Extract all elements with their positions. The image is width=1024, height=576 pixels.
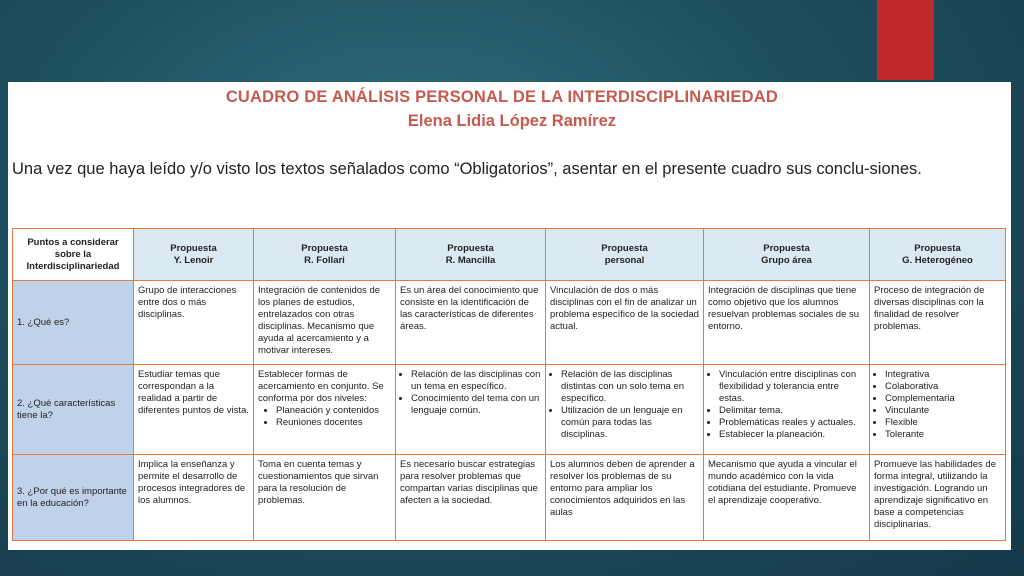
list-item: • Conocimiento del tema con un lenguaje común. (411, 393, 541, 417)
table-cell (546, 365, 704, 455)
table-cell: Toma en cuenta temas y cuestionamientos que sirvan para la resolución de problemas. (254, 455, 396, 541)
table-cell (870, 365, 1006, 455)
table-cell: Promueve las habilidades de forma integral, utilizando la investigación. Logrando un aprendizaje significativo en base a competencias disciplinarias. (870, 455, 1006, 541)
analysis-table (12, 228, 1006, 541)
table-row (13, 281, 1006, 365)
slide-content (8, 82, 1011, 550)
list-item: • Vinculante (885, 405, 1001, 417)
table-row (13, 365, 1006, 455)
bullet-list (874, 369, 1001, 441)
column-header-heterogeneo: Propuesta G. Heterogéneo (870, 229, 1006, 281)
list-item: • Utilización de un lenguaje en común para todas las disciplinas. (561, 405, 699, 441)
table-cell: Grupo de interacciones entre dos o más disciplinas. (134, 281, 254, 365)
column-header-personal: Propuesta personal (546, 229, 704, 281)
list-item: • Vinculación entre disciplinas con flexibilidad y tolerancia entre estas. (719, 369, 865, 405)
list-item: • Planeación y contenidos (276, 405, 391, 417)
document-title: CUADRO DE ANÁLISIS PERSONAL DE LA INTERDISCIPLINARIEDAD (225, 88, 778, 106)
table-header-row (13, 229, 1006, 281)
cell-intro-text: Establecer formas de acercamiento en conjunto. Se conforma por dos niveles: (258, 369, 384, 404)
list-item: • Establecer la planeación. (719, 429, 865, 441)
list-item: • Relación de las disciplinas distintas con un solo tema en específico. (561, 369, 699, 405)
table-cell: Integración de disciplinas que tiene como objetivo que los alumnos resuelvan problemas sociales de su entorno. (704, 281, 870, 365)
table-cell (704, 365, 870, 455)
row-header-caracteristicas: 2. ¿Qué características tiene la? (13, 365, 134, 455)
bullet-list (258, 405, 391, 429)
row-header-que-es: 1. ¿Qué es? (13, 281, 134, 365)
table-cell (396, 365, 546, 455)
column-header-lenoir: Propuesta Y. Lenoir (134, 229, 254, 281)
decorative-red-bar (877, 0, 934, 80)
column-header-grupo-area: Propuesta Grupo área (704, 229, 870, 281)
row-header-importancia: 3. ¿Por qué es importante en la educación? (13, 455, 134, 541)
table-cell: Implica la enseñanza y permite el desarrollo de procesos integradores de los alumnos. (134, 455, 254, 541)
table-cell: Es un área del conocimiento que consiste en la identificación de las características de diferentes áreas. (396, 281, 546, 365)
bullet-list (400, 369, 541, 417)
column-header-follari: Propuesta R. Follari (254, 229, 396, 281)
list-item: • Reuniones docentes (276, 417, 391, 429)
table-cell: Estudiar temas que correspondan a la realidad a partir de diferentes puntos de vista. (134, 365, 254, 455)
corner-header: Puntos a considerar sobre la Interdisciplinariedad (13, 229, 134, 281)
table-cell: Los alumnos deben de aprender a resolver los problemas de su entorno para ampliar los conocimientos adquiridos en las aulas (546, 455, 704, 541)
list-item: • Colaborativa (885, 381, 1001, 393)
instructions-text: Una vez que haya leído y/o visto los textos señalados como “Obligatorios”, asentar en el presente cuadro sus conclu-siones. (12, 160, 922, 178)
list-item: • Flexible (885, 417, 1001, 429)
table-cell: Mecanismo que ayuda a vincular el mundo académico con la vida cotidiana del estudiante. Promueve el aprendizaje cooperativo. (704, 455, 870, 541)
bullet-list (550, 369, 699, 441)
table-cell: Proceso de integración de diversas disciplinas con la finalidad de resolver problemas. (870, 281, 1006, 365)
table-row (13, 455, 1006, 541)
table-cell: Vinculación de dos o más disciplinas con el fin de analizar un problema específico de la sociedad actual. (546, 281, 704, 365)
list-item: • Tolerante (885, 429, 1001, 441)
column-header-mancilla: Propuesta R. Mancilla (396, 229, 546, 281)
table-cell: Integración de contenidos de los planes de estudios, entrelazados con otras disciplinas. Mecanismo que ayuda al acercamiento y a motivar intereses. (254, 281, 396, 365)
list-item: • Integrativa (885, 369, 1001, 381)
table-cell: Es necesario buscar estrategias para resolver problemas que compartan varias disciplinas que afecten a la sociedad. (396, 455, 546, 541)
list-item: • Problemáticas reales y actuales. (719, 417, 865, 429)
bullet-list (708, 369, 865, 441)
table-cell (254, 365, 396, 455)
list-item: • Delimitar tema. (719, 405, 865, 417)
list-item: • Complementaria (885, 393, 1001, 405)
list-item: • Relación de las disciplinas con un tema en específico. (411, 369, 541, 393)
author-name: Elena Lidia López Ramírez (407, 112, 616, 130)
